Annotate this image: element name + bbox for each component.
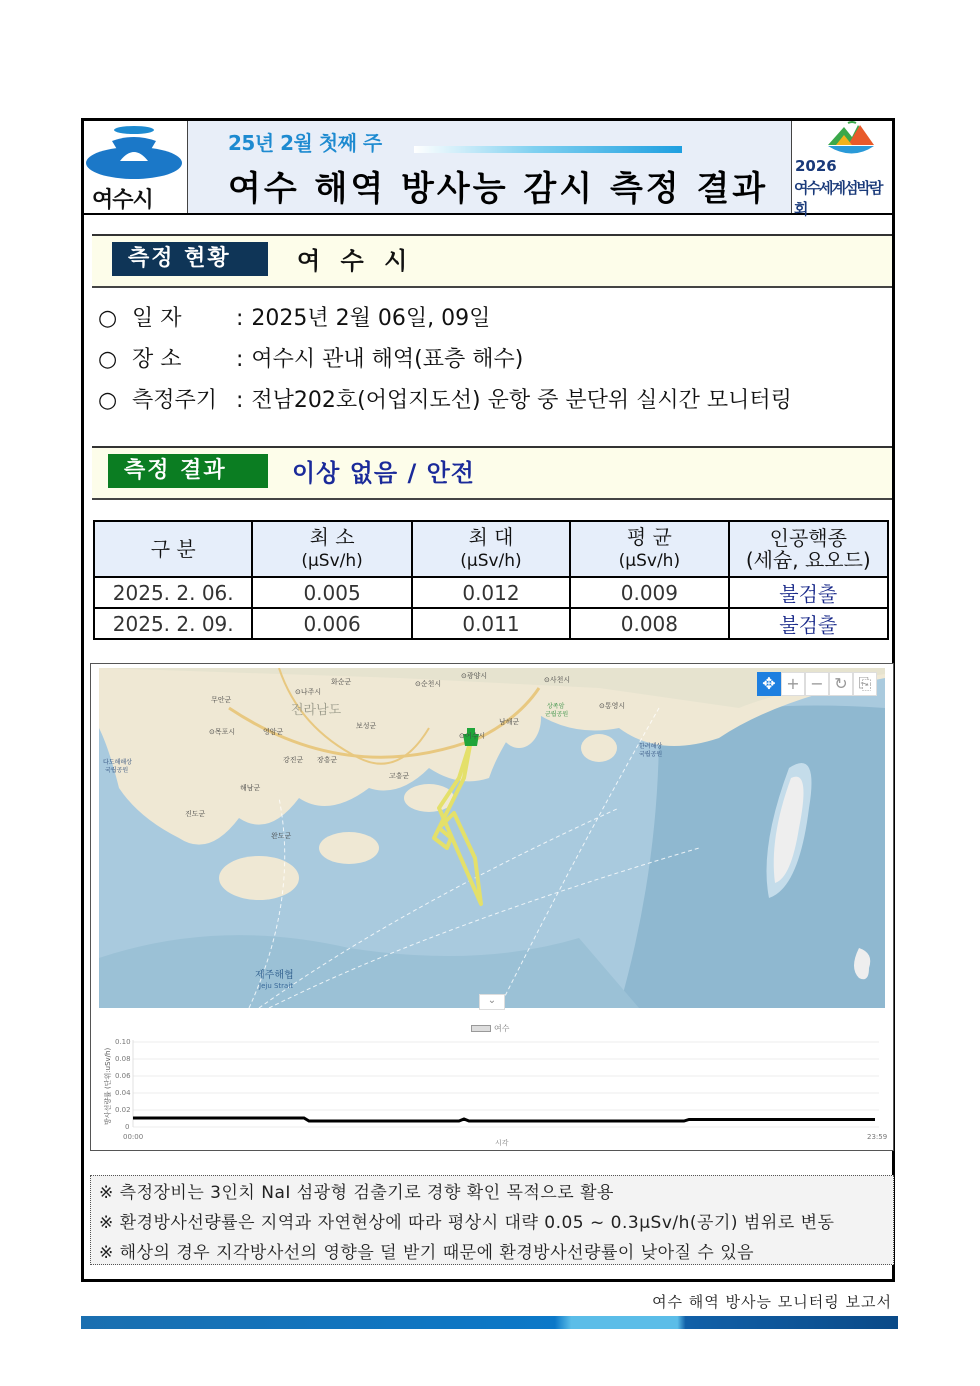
svg-text:⊙광양시: ⊙광양시 xyxy=(461,672,488,680)
svg-text:⊙여수시: ⊙여수시 xyxy=(459,732,486,740)
y-tick: 0.06 xyxy=(115,1072,131,1080)
svg-text:해남군: 해남군 xyxy=(240,784,261,792)
cell-date: 2025. 2. 06. xyxy=(94,577,252,608)
col-header-nuclide: 인공핵종 (세슘, 요오드) xyxy=(729,521,888,577)
zoom-out-icon[interactable]: − xyxy=(805,672,829,696)
cell-min: 0.005 xyxy=(252,577,411,608)
chart-plot xyxy=(99,1020,888,1144)
svg-text:무안군: 무안군 xyxy=(211,696,232,704)
notes-box xyxy=(90,1175,894,1265)
result-tag: 측정 결과 xyxy=(108,454,268,488)
footer-title: 여수 해역 방사능 모니터링 보고서 xyxy=(652,1293,892,1311)
svg-text:Jeju Strait: Jeju Strait xyxy=(259,982,294,990)
cell-nuclide: 불검출 xyxy=(729,577,888,608)
page-title: 여수 해역 방사능 감시 측정 결과 xyxy=(228,169,769,209)
reset-icon[interactable]: ↻ xyxy=(829,672,853,696)
header-title-area xyxy=(188,121,792,213)
col-header-min: 최 소 (μSv/h) xyxy=(252,521,411,577)
result-status: 이상 없음 / 안전 xyxy=(292,459,475,487)
cell-avg: 0.008 xyxy=(570,608,728,639)
city-logo-label: 여수시 xyxy=(92,188,153,213)
svg-text:군립공원: 군립공원 xyxy=(545,711,569,718)
subtitle-gradient-bar xyxy=(414,146,682,153)
bullet-icon: ○ xyxy=(98,306,118,331)
svg-text:제주해협: 제주해협 xyxy=(255,970,294,981)
svg-text:고흥군: 고흥군 xyxy=(389,772,410,780)
bullet-icon: ○ xyxy=(98,388,118,413)
svg-text:다도해해상: 다도해해상 xyxy=(103,759,132,766)
col-header-avg: 평 균 (μSv/h) xyxy=(570,521,728,577)
cell-date: 2025. 2. 09. xyxy=(94,608,252,639)
svg-text:강진군: 강진군 xyxy=(283,756,304,764)
info-value: 2025년 2월 06일, 09일 xyxy=(251,306,491,331)
yeosu-city-logo xyxy=(84,121,188,213)
note-line: ※ 환경방사선량률은 지역과 자연현상에 따라 평상시 대략 0.05 ~ 0.3μSv/h(공기) 범위로 변동 xyxy=(99,1213,835,1233)
svg-text:진도군: 진도군 xyxy=(185,810,206,818)
svg-text:한려해상: 한려해상 xyxy=(639,743,663,750)
svg-text:⊙순천시: ⊙순천시 xyxy=(415,680,442,688)
x-tick-end: 23:59 xyxy=(867,1133,888,1141)
status-section-header xyxy=(92,234,892,288)
note-line: ※ 해상의 경우 지각방사선의 영향을 덜 받기 때문에 환경방사선량률이 낮아질 수 있음 xyxy=(99,1243,755,1263)
svg-text:국립공원: 국립공원 xyxy=(639,751,663,758)
svg-text:장흥군: 장흥군 xyxy=(317,756,338,764)
table-row xyxy=(94,577,888,608)
monitoring-panel xyxy=(90,663,894,1151)
svg-text:⊙목포시: ⊙목포시 xyxy=(209,728,236,736)
results-table xyxy=(93,520,889,640)
svg-text:상족암: 상족암 xyxy=(547,703,565,710)
expo-logo xyxy=(791,121,892,218)
move-icon[interactable]: ✥ xyxy=(757,672,781,696)
clipboard-icon[interactable]: ⎘ xyxy=(853,672,877,696)
svg-text:완도군: 완도군 xyxy=(271,832,292,840)
result-section-header xyxy=(92,446,892,500)
route-map[interactable] xyxy=(99,668,885,1008)
report-header xyxy=(84,121,892,218)
svg-text:보성군: 보성군 xyxy=(356,722,377,730)
status-tag: 측정 현황 xyxy=(112,242,268,276)
report-frame xyxy=(81,118,895,1282)
zoom-in-icon[interactable]: + xyxy=(781,672,805,696)
y-tick: 0.08 xyxy=(115,1055,131,1063)
y-tick: 0.04 xyxy=(115,1089,131,1097)
info-key: 측정주기 xyxy=(132,388,218,413)
cell-min: 0.006 xyxy=(252,608,411,639)
info-value: 여수시 관내 해역(표층 해수) xyxy=(251,347,524,372)
col-header-category: 구 분 xyxy=(94,521,252,577)
y-tick: 0.02 xyxy=(115,1106,131,1114)
info-key: 장 소 xyxy=(132,347,182,372)
cell-nuclide: 불검출 xyxy=(729,608,888,639)
collapse-map-button[interactable]: ⌄ xyxy=(479,994,505,1010)
cell-max: 0.012 xyxy=(412,577,570,608)
svg-text:⊙통영시: ⊙통영시 xyxy=(599,702,626,710)
info-row-cycle: ○ 측정주기 : 전남202호(어업지도선) 운항 중 분단위 실시간 모니터링 xyxy=(98,383,792,414)
svg-text:영암군: 영암군 xyxy=(263,728,284,736)
x-tick-start: 00:00 xyxy=(123,1133,144,1141)
expo-year: 2026 xyxy=(795,157,837,175)
expo-mountain-icon xyxy=(792,121,892,157)
cell-max: 0.011 xyxy=(412,608,570,639)
svg-text:전라남도: 전라남도 xyxy=(291,703,342,718)
svg-text:⊙사천시: ⊙사천시 xyxy=(544,676,571,684)
svg-text:국립공원: 국립공원 xyxy=(105,767,129,774)
table-header-row xyxy=(94,521,888,577)
info-value: 전남202호(어업지도선) 운항 중 분단위 실시간 모니터링 xyxy=(251,388,792,413)
svg-text:⊙나주시: ⊙나주시 xyxy=(295,688,322,696)
expo-name: 여수세계섬박람회 xyxy=(794,179,882,218)
note-line: ※ 측정장비는 3인치 NaI 섬광형 검출기로 경향 확인 목적으로 활용 xyxy=(99,1183,614,1203)
svg-text:남해군: 남해군 xyxy=(499,718,520,726)
status-city: 여 수 시 xyxy=(297,247,414,275)
svg-text:화순군: 화순군 xyxy=(331,678,352,686)
yeosu-emblem-icon xyxy=(84,121,187,183)
y-tick: 0 xyxy=(125,1123,130,1131)
info-row-location: ○ 장 소 : 여수시 관내 해역(표층 해수) xyxy=(98,342,523,373)
table-row xyxy=(94,608,888,639)
dose-rate-chart xyxy=(99,1020,888,1147)
info-row-date: ○ 일 자 : 2025년 2월 06일, 09일 xyxy=(98,301,490,332)
x-axis-label: 시각 xyxy=(495,1139,509,1147)
map-controls xyxy=(757,672,877,694)
footer-decorative-bar xyxy=(81,1316,898,1329)
y-axis-label: 방사선량률 (단위:uSv/h) xyxy=(104,1047,112,1125)
y-tick: 0.10 xyxy=(115,1038,131,1046)
col-header-max: 최 대 (μSv/h) xyxy=(412,521,570,577)
info-key: 일 자 xyxy=(132,306,182,331)
report-week: 25년 2월 첫째 주 xyxy=(228,131,382,155)
legend-swatch xyxy=(471,1025,491,1032)
map-graphic xyxy=(99,668,885,1008)
bullet-icon: ○ xyxy=(98,347,118,372)
cell-avg: 0.009 xyxy=(570,577,728,608)
chart-legend[interactable]: 여수 xyxy=(471,1023,509,1034)
